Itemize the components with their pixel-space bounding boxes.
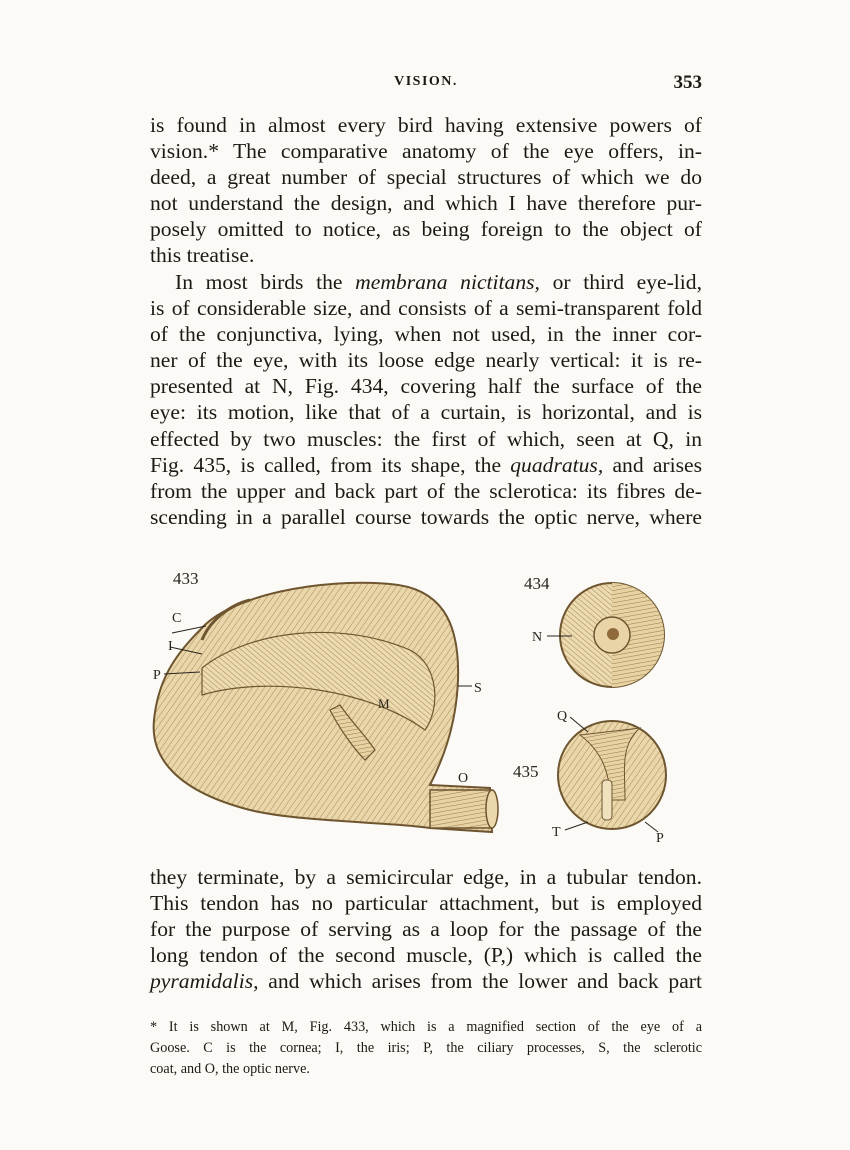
text-line: effected by two muscles: the first of which, seen at Q, in xyxy=(150,426,702,451)
text-line: scending in a parallel course towards the optic nerve, where xyxy=(150,504,702,529)
text-line: eye: its motion, like that of a curtain, is horizontal, and is xyxy=(150,400,702,425)
fig-435-number: 435 xyxy=(513,762,539,781)
footnote-line: coat, and O, the optic nerve. xyxy=(150,1061,310,1077)
optic-nerve xyxy=(430,790,492,828)
eye-anatomy-figure xyxy=(140,560,710,850)
text-line: of the conjunctiva, lying, when not used, in the inner cor- xyxy=(150,322,702,347)
label-o: O xyxy=(458,771,469,786)
label-p-435: P xyxy=(656,831,664,846)
fig-434-drawing xyxy=(547,583,664,687)
text-line: This tendon has no particular attachment, but is employed xyxy=(150,891,702,916)
label-i: I xyxy=(168,639,173,654)
text-line: long tendon of the second muscle, (P,) which is called the xyxy=(150,943,702,968)
text-line: vision.* The comparative anatomy of the eye offers, in- xyxy=(150,139,702,164)
text-line: not understand the design, and which I have therefore pur- xyxy=(150,191,702,216)
fig-433-drawing xyxy=(154,583,498,832)
text-run: and arises xyxy=(603,452,702,477)
italic-term: quadratus, xyxy=(510,452,604,477)
fig-433-number: 433 xyxy=(173,569,199,588)
label-m: M xyxy=(378,696,390,711)
text-line: presented at N, Fig. 434, covering half the surface of the xyxy=(150,374,702,399)
running-head: VISION. xyxy=(394,74,458,89)
text-run: and which arises from the lower and back part xyxy=(258,969,702,994)
page-header xyxy=(150,74,702,98)
fig-434-number: 434 xyxy=(524,574,550,593)
text-line: posely omitted to notice, as being foreign to the object of xyxy=(150,217,702,242)
paragraph-3 xyxy=(150,864,702,994)
footnote-line: * It is shown at M, Fig. 433, which is a magnified section of the eye of a xyxy=(150,1019,702,1035)
italic-term: membrana nictitans, xyxy=(355,270,540,294)
footnote xyxy=(150,1017,702,1080)
text-line: deed, a great number of special structures of which we do xyxy=(150,165,702,190)
eye-engraving xyxy=(140,560,710,850)
text-line: ner of the eye, with its loose edge nearly vertical: it is re- xyxy=(150,348,702,373)
text-line xyxy=(150,269,702,295)
label-c: C xyxy=(172,611,182,626)
page-number: 353 xyxy=(673,72,702,93)
text-line: they terminate, by a semicircular edge, in a tubular tendon. xyxy=(150,865,702,889)
text-run: or third eye-lid, xyxy=(539,270,702,294)
fig-435-drawing xyxy=(558,717,666,832)
label-n: N xyxy=(532,630,543,645)
label-t: T xyxy=(552,825,561,840)
text-line: is found in almost every bird having extensive powers of xyxy=(150,113,702,137)
text-line xyxy=(150,968,702,994)
footnote-line: Goose. C is the cornea; I, the iris; P, the ciliary processes, S, the sclerotic xyxy=(150,1040,702,1056)
text-line: is of considerable size, and consists of a semi-transparent fold xyxy=(150,296,702,321)
label-q: Q xyxy=(557,709,568,724)
italic-term: pyramidalis, xyxy=(150,969,259,994)
text-line xyxy=(150,452,702,478)
label-p: P xyxy=(153,668,161,683)
text-line: this treatise. xyxy=(150,243,255,268)
text-run: Fig. 435, is called, from its shape, the xyxy=(150,452,511,477)
paragraph-1 xyxy=(150,112,702,269)
label-s: S xyxy=(474,681,482,696)
text-run: In most birds the xyxy=(175,270,356,294)
text-line: for the purpose of serving as a loop for the passage of the xyxy=(150,917,702,942)
paragraph-2 xyxy=(150,269,702,530)
text-line: from the upper and back part of the sclerotica: its fibres de- xyxy=(150,478,702,503)
